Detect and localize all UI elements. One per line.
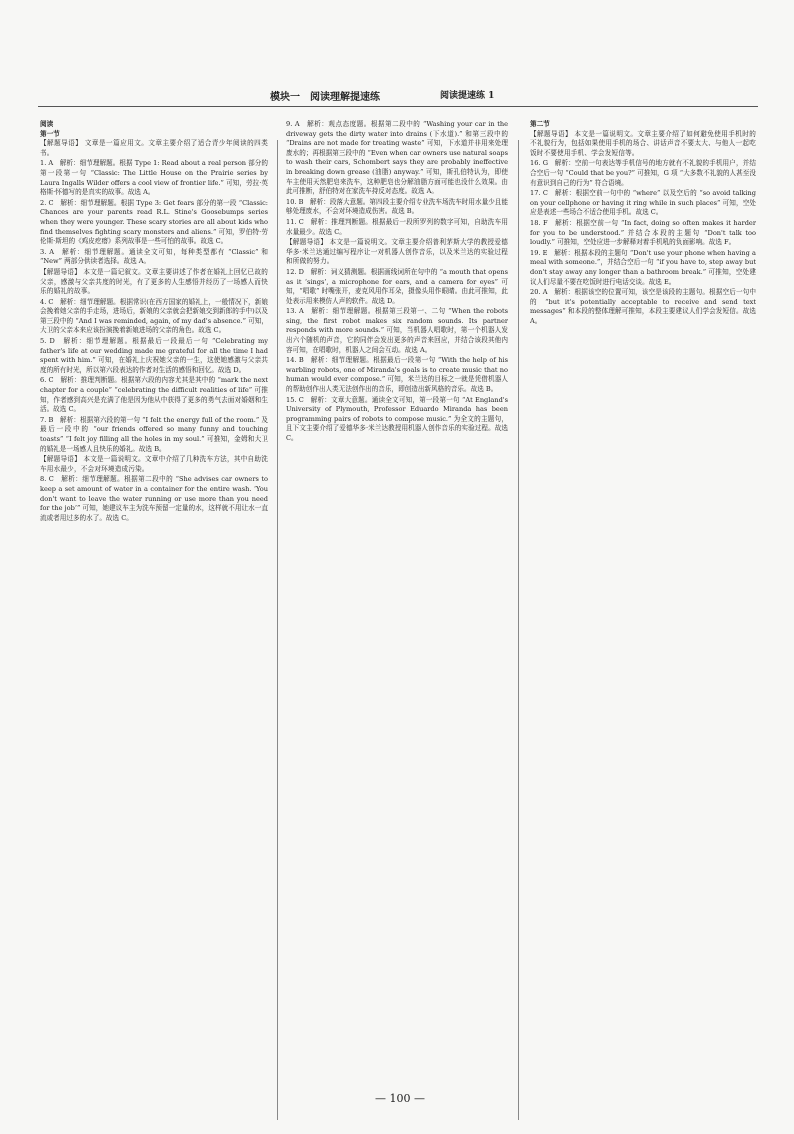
answer-item: 18. F 解析：根据空前一句 “In fact, doing so often makes it harder for you to be understood.” 并结合本段的主题句 “Don't talk too loudly.” 可推知，空处应进一步解释对着手机吼的负面影响。故选 F。 [530,218,756,247]
passage-guide: 【解题导语】 本文是一篇说明文。文章主要介绍了如何避免使用手机时的不礼貌行为，包括如果使用手机的场合、讲话声音不要太大、与他人一起吃饭时不要使用手机、学会发短信等。 [530,129,756,157]
answer-item: 10. B 解析：段落大意题。第四段主要介绍专业洗车场洗车时用水量少且能够处理废水，不会对环境造成伤害。故选 B。 [286,197,508,216]
answer-item: 14. B 解析：细节理解题。根据最后一段第一句 “With the help of his warbling robots, one of Miranda's goals is to create music that no human would ever compose.” 可知，米兰达的目标之一就是凭借机器人的帮助创作出人类无法创作出的音乐，即创造出新风格的音乐。故选 B。 [286,356,508,394]
page-number: — 100 — [375,1092,425,1105]
answer-item: 15. C 解析：文章大意题。通读全文可知，第一段第一句 “At England's University of Plymouth, Professor Eduardo Miranda has been programming pairs of robots to compose music.” 为全文的主题句，且下文主要介绍了爱德华多·米兰达教授用机器人创作音乐的实验过程。故选 C。 [286,395,508,442]
answer-item: 16. G 解析：空前一句表达等手机信号的地方就有不礼貌的手机用户，并结合空后一句 “Could that be you?” 可推知，G 项 “大多数不礼貌的人甚至没有意识到自己的行为” 符合语境。 [530,159,756,187]
column-divider-2 [518,140,519,1120]
column-divider-1 [277,140,278,1120]
passage-guide: 【解题导语】 本文是一篇说明文。文章主要介绍普利茅斯大学的教授爱德华多·米兰达通过编写程序让一对机器人创作音乐，以及米兰达的实验过程和所做的努力。 [286,238,508,266]
answer-item: 7. B 解析：根据第六段的第一句 “I felt the energy full of the room.” 及最后一段中的 “our friends offered so many funny and touching toasts” “I felt joy filling all the holes in my soul.” 可推知，金姆和大卫的婚礼是一场感人且快乐的婚礼。故选 B。 [40,415,268,453]
answer-item: 8. C 解析：细节理解题。根据第二段中的 “She advises car owners to keep a set amount of water in a container for the entire wash. ‘You don't want to leave the water running or use more than you need for the job’” 可知，她建议车主为洗车预留一定量的水，这样就不用让水一直流或者用过多的水了。故选 C。 [40,475,268,522]
column-3 [530,120,756,460]
answer-item: 1. A 解析：细节理解题。根据 Type 1: Read about a real person 部分的第一段第一句 “Classic: The Little House on the Prairie series by Laura Ingalls Wilder offers a cool view of frontier life.” 可知，劳拉·英格斯·怀德写的是真实的故事。故选 A。 [40,159,268,197]
passage-guide: 【解题导语】 文章是一篇应用文。文章主要介绍了适合青少年阅读的四类书。 [40,139,268,157]
passage-guide: 【解题导语】 本文是一篇说明文。文章中介绍了几种洗车方法，其中自助洗车用水最少，不会对环境造成污染。 [40,455,268,473]
page-header [270,88,540,104]
passage-guide: 【解题导语】 本文是一篇记叙文。文章主要讲述了作者在婚礼上回忆已故的父亲，感激与父亲共度的时光，有了更多的人生感悟并经历了一场感人而快乐的婚礼的故事。 [40,267,268,296]
answer-item: 19. E 解析：根据本段的主题句 “Don't use your phone when having a meal with someone.”，并结合空后一句 “if you have to, step away but don't stay away any longer than a bathroom break.” 可推知，空处建议人们尽量不要在吃饭时进行电话交谈。故选 E。 [530,248,756,286]
column-2 [286,120,508,690]
answer-item: 4. C 解析：细节理解题。根据常识(在西方国家的婚礼上，一般情况下，新娘会挽着她父亲的手走场，进场后，新娘的父亲就会把新娘交到新郎的手中)以及第三段中的 “And I was reminded, again, of my dad's absence.” 可知，大卫的父亲本来应该扮演挽着新娘进场的父亲的角色。故选 C。 [40,297,268,335]
answer-item: 6. C 解析：推理判断题。根据第六段的内容尤其是其中的 “mark the next chapter for a couple” “celebrating the difficult realities of life” 可推知，作者感到高兴是充满了他是因为他从中获得了更多的勇气去面对婚姻和生活。故选 C。 [40,376,268,414]
answer-item: 11. C 解析：推理判断题。根据最后一段所罗列的数字可知，自助洗车用水量最少。故选 C。 [286,217,508,236]
answer-item: 9. A 解析：观点态度题。根据第二段中的 “Washing your car in the driveway gets the dirty water into drains (下水道).” 和第三段中的 “Drains are not made for treating waste” 可知，下水道并非用来处理废水的；再根据第三段中的 “Even when car owners use natural soaps to wash their cars, Schombert says they are probably ineffective in breaking down grease (油脂) anyway.” 可知，斯孔伯特认为，即使车主使用天然肥皂来洗车，这种肥皂也分解油脂方面可能也没什么效果。由此可推断，舒伯特对在家洗车持反对态度。故选 A。 [286,120,508,196]
exercise-title: 阅读提速练 1 [440,91,495,101]
column-1 [40,120,268,740]
section-heading: 阅读 [40,120,54,128]
answer-item: 3. A 解析：细节理解题。通读全文可知，每种类型都有 “Classic” 和 “New” 两部分供读者选择。故选 A。 [40,247,268,266]
header-divider [38,106,758,107]
answer-item: 12. D 解析：词义猜测题。根据画线词所在句中的 “a mouth that opens as it ‘sings’, a microphone for ears, and a camera for eyes” 可知，“唱歌” 时嘴张开，麦克风用作耳朵，摄像头用作眼睛。由此可推知，此处表示用来模仿人声的软件。故选 D。 [286,267,508,305]
answer-item: 17. C 解析：根据空前一句中的 “where” 以及空后的 “so avoid talking on your cellphone or having it ring while in such places” 可知，空处应是表述一些场合不适合使用手机。故选 C。 [530,189,756,217]
answer-item: 2. C 解析：细节理解题。根据 Type 3: Get fears 部分的第一段 “Classic: Chances are your parents read R.L. Stine's Goosebumps series when they were younger. These scary stories are all about kids who find themselves fighting scary monsters and aliens.” 可知，罗伯特·劳伦斯·斯坦的《鸡皮疙瘩》系列故事是一些可怕的故事。故选 C。 [40,198,268,246]
part-heading: 第一节 [40,129,60,138]
answer-item: 20. A 解析：根据该空的位置可知，该空是该段的主题句。根据空后一句中的 “but it's potentially acceptable to receive and send text messages” 和本段的整体理解可推知，本段主要建议人们学会发短信。故选 A。 [530,288,756,325]
answer-item: 5. D 解析：细节理解题。根据最后一段最后一句 “Celebrating my father's life at our wedding made me grateful for all the time I had spent with him.” 可知，在婚礼上庆祝她父亲的一生，这使她感激与父亲共度的所有时光，所以第六段表达的作者对生活的感悟和回忆。故选 D。 [40,337,268,374]
answer-item: 13. A 解析：细节理解题。根据第三段第一、二句 “When the robots sing, the first robot makes six random sounds. Its partner responds with more sounds.” 可知，当机器人唱歌时，第一个机器人发出六个随机的声音，它的同伴会发出更多的声音来回应，并结合该段其他内容可知，在唱歌时，机器人之间会互动。故选 A。 [286,307,508,354]
module-title: 模块一 阅读理解提速练 [270,92,380,103]
part-heading: 第二节 [530,120,550,128]
